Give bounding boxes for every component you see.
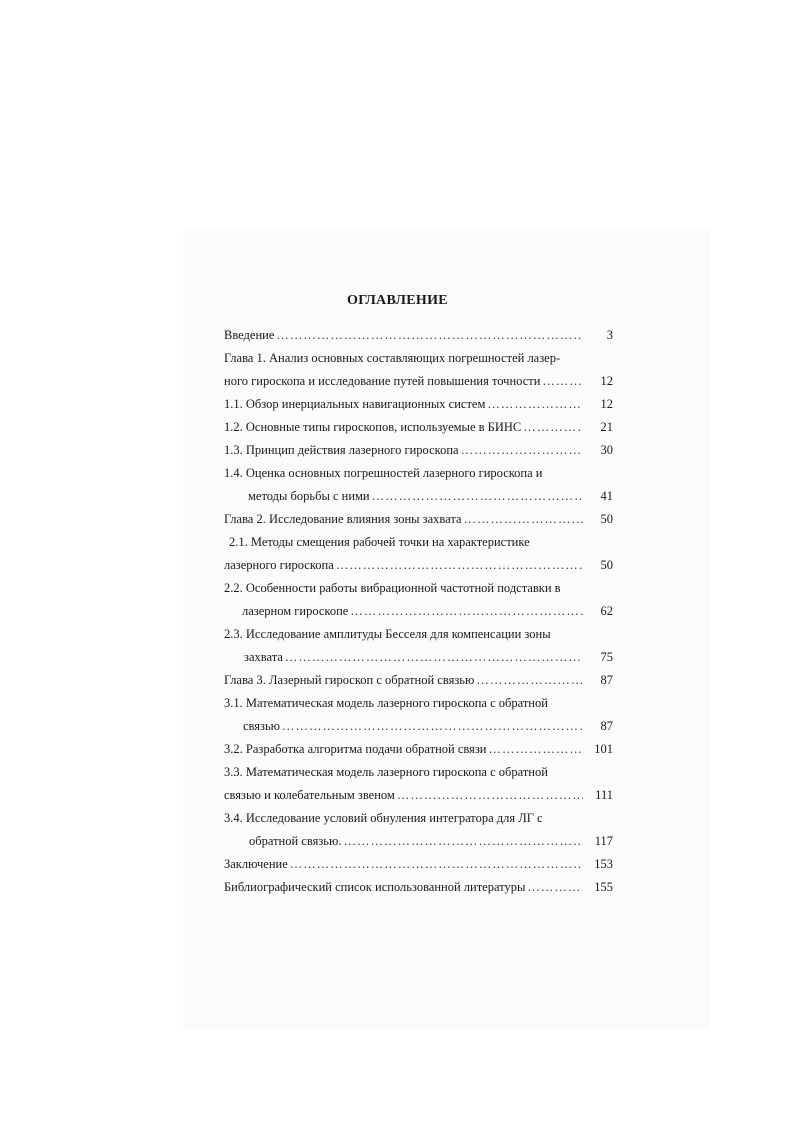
leader-dots [285,649,583,665]
toc-entry-2-1: 2.1. Методы смещения рабочей точки на характеристике [229,535,530,549]
toc-entry-chapter-2 [224,511,613,527]
toc-page-number: 153 [594,857,613,871]
toc-page-number: 155 [594,880,613,894]
toc-title: ОГЛАВЛЕНИЕ [347,293,448,308]
toc-entry-text: Библиографический список использованной литературы [224,880,526,894]
leader-dots [489,741,584,757]
toc-entry-text: 1.1. Обзор инерциальных навигационных систем [224,397,486,411]
toc-entry-text: захвата [244,650,283,664]
toc-entry-1-2 [224,419,613,435]
leader-dots [336,557,583,573]
toc-entry-3-4-cont [249,833,613,849]
leader-dots [523,419,583,435]
toc-entry-text: Введение [224,328,275,342]
leader-dots [542,373,583,389]
toc-entry-text: Глава 2. Исследование влияния зоны захвата [224,512,462,526]
toc-entry-2-2: 2.2. Особенности работы вибрационной частотной подставки в [224,581,561,595]
toc-entry-2-2-cont [242,603,613,619]
toc-entry-text: лазерном гироскопе [242,604,349,618]
toc-entry-1-1 [224,396,613,412]
leader-dots [290,856,583,872]
toc-entry-3-3: 3.3. Математическая модель лазерного гироскопа с обратной [224,765,548,779]
toc-entry-text: Глава 3. Лазерный гироскоп с обратной связью [224,673,475,687]
toc-page-number: 12 [600,397,613,411]
leader-dots [527,879,583,895]
toc-entry-3-1-cont [243,718,613,734]
toc-entry-2-3: 2.3. Исследование амплитуды Бесселя для компенсации зоны [224,627,551,641]
toc-entry-3-4: 3.4. Исследование условий обнуления интегратора для ЛГ с [224,811,543,825]
toc-entry-text: методы борьбы с ними [248,489,370,503]
toc-entry-3-1: 3.1. Математическая модель лазерного гироскопа с обратной [224,696,548,710]
toc-page-number: 21 [600,420,613,434]
toc-page-number: 87 [600,719,613,733]
toc-entry-text: лазерного гироскопа [224,558,334,572]
toc-entry-chapter-1-cont [224,373,613,389]
toc-entry-chapter-3 [224,672,613,688]
toc-entry-text: связью [243,719,281,733]
toc-entry-1-3 [224,442,613,458]
toc-entry-text: обратной связью. [249,834,342,848]
toc-entry-3-3-cont [224,787,613,803]
toc-page-number: 75 [600,650,613,664]
toc-entry-1-4-cont [248,488,613,504]
toc-entry-conclusion [224,856,613,872]
leader-dots [397,787,583,803]
toc-entry-3-2 [224,741,613,757]
toc-entry-2-3-cont [244,649,613,665]
toc-entry-text: 1.2. Основные типы гироскопов, используемые в БИНС [224,420,522,434]
leader-dots [461,442,583,458]
leader-dots [476,672,583,688]
toc-entry-2-1-cont [224,557,613,573]
toc-page-number: 117 [594,834,613,848]
toc-page-number: 41 [600,489,613,503]
toc-entry-text: связью и колебательным звеном [224,788,395,802]
toc-entry-introduction [224,327,613,343]
leader-dots [343,833,583,849]
toc-page-number: 30 [600,443,613,457]
toc-page-number: 3 [606,328,613,342]
leader-dots [487,396,583,412]
toc-entry-1-4: 1.4. Оценка основных погрешностей лазерного гироскопа и [224,466,543,480]
toc-entry-text: Заключение [224,857,288,871]
toc-page-number: 87 [600,673,613,687]
toc-page-number: 12 [600,374,613,388]
toc-entry-text: 1.3. Принцип действия лазерного гироскопа [224,443,459,457]
toc-page-number: 62 [600,604,613,618]
leader-dots [282,718,583,734]
toc-page-number: 101 [594,742,613,756]
leader-dots [350,603,583,619]
toc-page-number: 111 [595,788,613,802]
toc-entry-bibliography [224,879,613,895]
toc-entry-text: 3.2. Разработка алгоритма подачи обратной связи [224,742,487,756]
toc-entry-text: ного гироскопа и исследование путей повышения точности [224,374,541,388]
leader-dots [372,488,583,504]
leader-dots [276,327,583,343]
leader-dots [464,511,583,527]
toc-entry-chapter-1: Глава 1. Анализ основных составляющих погрешностей лазер- [224,351,561,365]
toc-page-number: 50 [600,558,613,572]
toc-page-number: 50 [600,512,613,526]
